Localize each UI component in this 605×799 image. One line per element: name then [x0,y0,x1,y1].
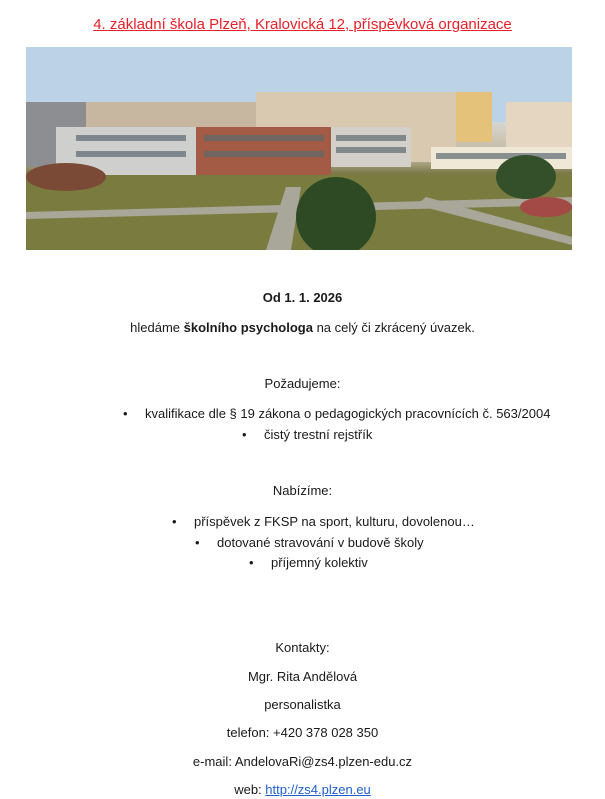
requirements-heading: Požadujeme: [264,376,341,391]
offer-item: • příspěvek z FKSP na sport, kulturu, dovolenou… [194,514,475,529]
contacts-heading: Kontakty: [275,640,330,655]
requirement-item: • kvalifikace dle § 19 zákona o pedagogických pracovnících č. 563/2004 [145,406,550,421]
school-building-image [26,47,572,250]
start-date: Od 1. 1. 2026 [262,290,343,305]
contact-name: Mgr. Rita Andělová [247,669,358,684]
contact-email: e-mail: AndelovaRi@zs4.plzen-edu.cz [192,754,413,769]
web-label: web: [234,782,266,797]
sentence-suffix: na celý či zkrácený úvazek. [312,320,475,335]
job-position: školního psychologa [183,320,313,335]
page-title: 4. základní škola Plzeň, Kralovická 12, příspěvková organizace [93,16,512,33]
offer-item: • příjemný kolektiv [271,555,368,570]
requirement-item: • čistý trestní rejstřík [264,427,372,442]
offers-heading: Nabízíme: [272,483,333,498]
job-offer-sentence [0,320,605,335]
school-photo [26,47,572,250]
website-link[interactable]: http://zs4.plzen.eu [265,782,371,797]
contact-phone: telefon: +420 378 028 350 [226,725,379,740]
contact-role: personalistka [264,697,341,712]
sentence-prefix: hledáme [130,320,184,335]
contact-web [0,782,605,797]
offer-item: • dotované stravování v budově školy [217,535,424,550]
